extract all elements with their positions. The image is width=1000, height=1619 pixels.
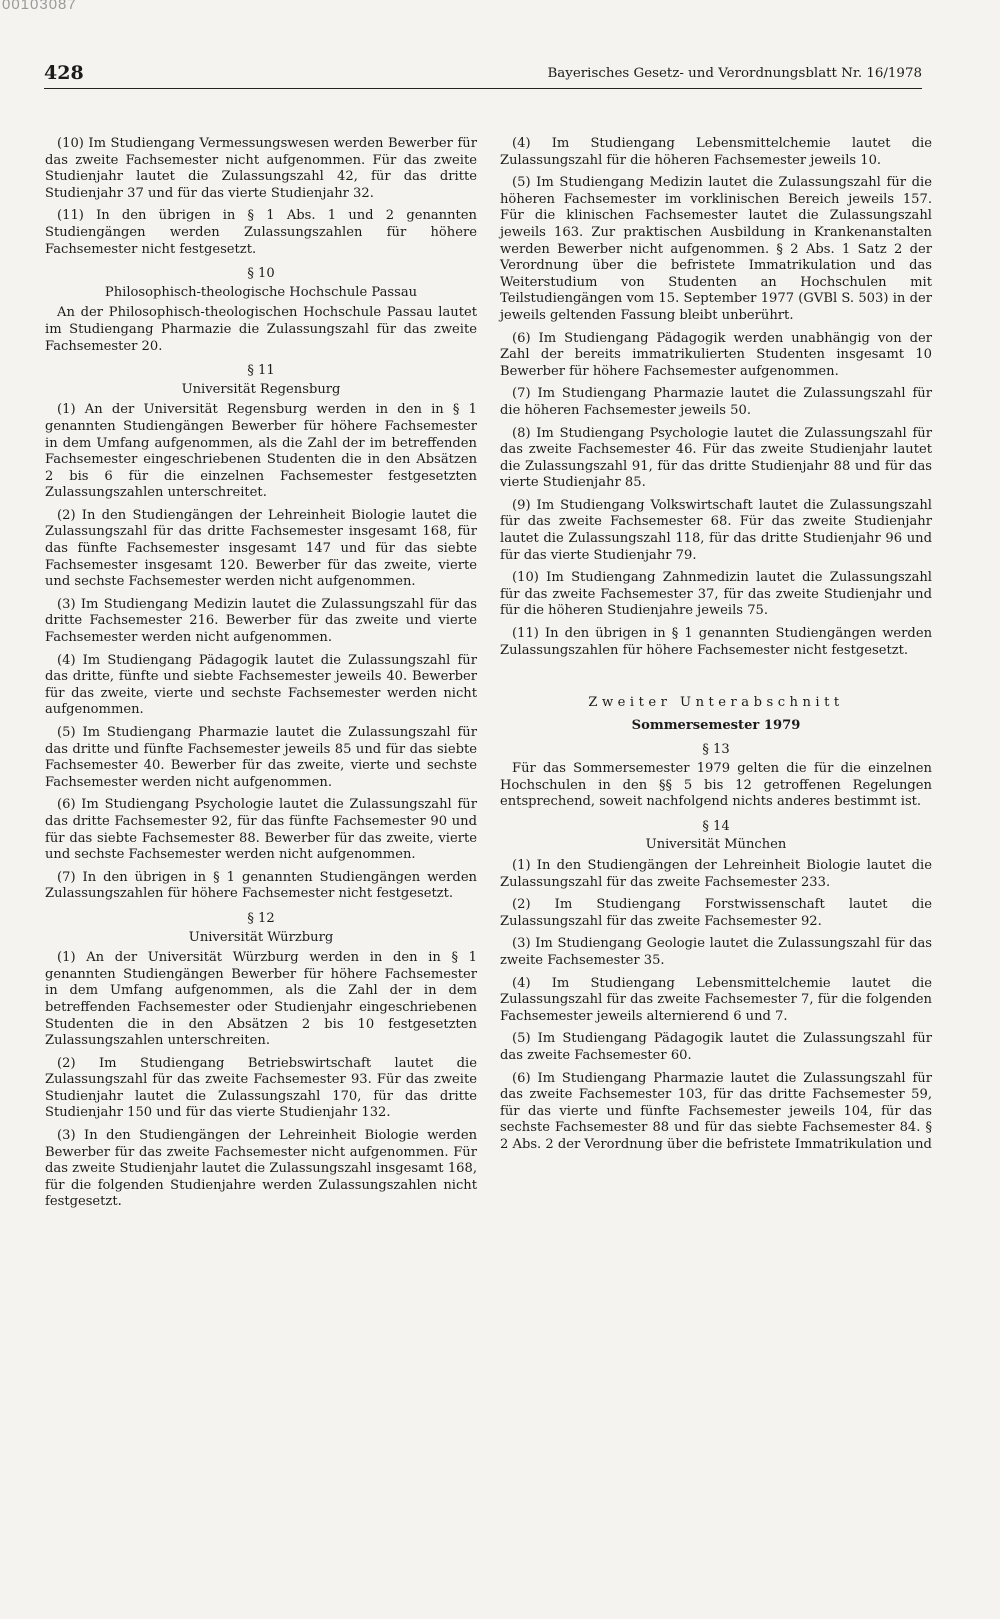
left-column (45, 136, 477, 1217)
paragraph: (5) Im Studiengang Pharmazie lautet die Zulassungszahl für das dritte und fünfte Fachsemester jeweils 85 und für das siebte Fachsemester 40. Bewerber für das zweite, vierte und sechste Fachsemester werden nicht aufgenommen. (45, 725, 477, 790)
paragraph: (5) Im Studiengang Pädagogik lautet die Zulassungszahl für das zweite Fachsemester 60. (500, 1031, 932, 1063)
paragraph: (4) Im Studiengang Pädagogik lautet die Zulassungszahl für das dritte, fünfte und siebte Fachsemester jeweils 40. Bewerber für das zweite, vierte und sechste Fachsemester werden nicht aufgenommen. (45, 652, 477, 718)
journal-title: Bayerisches Gesetz- und Verordnungsblatt Nr. 16/1978 (547, 66, 922, 81)
paragraph: (2) Im Studiengang Betriebswirtschaft lautet die Zulassungszahl für das zweite Fachsemester 93. Für das zweite Studienjahr lautet die Zulassungszahl 170, für das dritte Studienjahr 150 und für das vierte Studienjahr 132. (45, 1055, 477, 1121)
paragraph: An der Philosophisch-theologischen Hochschule Passau lautet im Studiengang Pharmazie die Zulassungszahl für das zweite Fachsemester 20. (45, 305, 477, 354)
paragraph: (1) An der Universität Würzburg werden in den in § 1 genannten Studiengängen Bewerber für höhere Fachsemester in dem Umfang aufgenommen, als die Zahl der in dem betreffenden Fachsemester oder Studienjahr eingeschriebenen Studenten die in den Absätzen 2 bis 10 festgesetzten Zulassungszahlen unterschreiten. (45, 950, 477, 1049)
right-column (500, 136, 932, 1159)
section-heading: § 14 (702, 818, 730, 834)
subsection-heading: Zweiter Unterabschnitt (588, 695, 844, 711)
paragraph: (11) In den übrigen in § 1 genannten Studiengängen werden Zulassungszahlen für höhere Fachsemester nicht festgesetzt. (500, 626, 932, 658)
paragraph: (6) Im Studiengang Pharmazie lautet die Zulassungszahl für das zweite Fachsemester 103, für das dritte Fachsemester 59, für das vierte und fünfte Fachsemester jeweils 104, für das sechste Fachsemester 88 und für das siebte Fachsemester 84. § 2 Abs. 2 der Verordnung über die befristete Immatrikulation und (500, 1070, 932, 1152)
paragraph: (8) Im Studiengang Psychologie lautet die Zulassungszahl für das zweite Fachsemester 46. Für das zweite Studienjahr lautet die Zulassungszahl 91, für das dritte Studienjahr 88 und für das vierte Studienjahr 85. (500, 425, 932, 491)
section-heading: § 11 (247, 363, 275, 379)
paragraph: (6) Im Studiengang Pädagogik werden unabhängig von der Zahl der bereits immatrikulierten Studenten insgesamt 10 Bewerber für höhere Fachsemester aufgenommen. (500, 330, 932, 379)
institution-heading: Philosophisch-theologische Hochschule Passau (104, 284, 418, 300)
paragraph: (3) Im Studiengang Medizin lautet die Zulassungszahl für das dritte Fachsemester 216. Bewerber für das zweite und vierte Fachsemester werden nicht aufgenommen. (45, 596, 477, 646)
paragraph: (3) In den Studiengängen der Lehreinheit Biologie werden Bewerber für das zweite Fachsemester nicht aufgenommen. Für das zweite Studienjahr lautet die Zulassungszahl insgesamt 168, für die folgenden Studienjahre werden Zulassungszahlen nicht festgesetzt. (45, 1128, 477, 1210)
paragraph: (9) Im Studiengang Volkswirtschaft lautet die Zulassungszahl für das zweite Fachsemester 68. Für das zweite Studienjahr lautet die Zulassungszahl 118, für das dritte Studienjahr 96 und für das vierte Studienjahr 79. (500, 497, 932, 563)
section-heading: § 13 (702, 742, 730, 758)
paragraph: (3) Im Studiengang Geologie lautet die Zulassungszahl für das zweite Fachsemester 35. (500, 936, 932, 968)
institution-heading: Universität München (645, 837, 787, 853)
paragraph: (10) Im Studiengang Vermessungswesen werden Bewerber für das zweite Fachsemester nicht aufgenommen. Für das zweite Studienjahr lautet die Zulassungszahl 42, für das dritte Studienjahr 37 und für das vierte Studienjahr 32. (45, 136, 477, 201)
subsection-title: Sommersemester 1979 (631, 717, 801, 733)
paragraph: (7) Im Studiengang Pharmazie lautet die Zulassungszahl für die höheren Fachsemester jeweils 50. (500, 386, 932, 418)
paragraph: (11) In den übrigen in § 1 Abs. 1 und 2 genannten Studiengängen werden Zulassungszahlen für höhere Fachsemester nicht festgesetzt. (45, 208, 477, 257)
paragraph: (1) An der Universität Regensburg werden in den in § 1 genannten Studiengängen Bewerber für höhere Fachsemester in dem Umfang aufgenommen, als die Zahl der im betreffenden Fachsemester eingeschriebenen Studenten die in den Absätzen 2 bis 6 für die einzelnen Fachsemester festgesetzten Zulassungszahlen unterschreitet. (45, 402, 477, 501)
page-number: 428 (44, 62, 84, 84)
archive-stamp: 00103087 (2, 0, 77, 13)
section-heading: § 10 (247, 266, 275, 282)
paragraph: (2) In den Studiengängen der Lehreinheit Biologie lautet die Zulassungszahl für das dritte Fachsemester insgesamt 168, für das fünfte Fachsemester insgesamt 147 und für das siebte Fachsemester insgesamt 120. Bewerber für das zweite, vierte und sechste Fachsemester werden nicht aufgenommen. (45, 507, 477, 590)
institution-heading: Universität Regensburg (181, 381, 341, 397)
section-heading: § 12 (247, 910, 275, 926)
paragraph: Für das Sommersemester 1979 gelten die für die einzelnen Hochschulen in den §§ 5 bis 12 getroffenen Regelungen entsprechend, soweit nachfolgend nichts anderes bestimmt ist. (500, 761, 932, 810)
paragraph: (6) Im Studiengang Psychologie lautet die Zulassungszahl für das dritte Fachsemester 92, für das fünfte Fachsemester 90 und für das siebte Fachsemester 88. Bewerber für das zweite, vierte und sechste Fachsemester werden nicht aufgenommen. (45, 797, 477, 863)
paragraph: (10) Im Studiengang Zahnmedizin lautet die Zulassungszahl für das zweite Fachsemester 37, für das zweite Studienjahr und für die höheren Studienjahre jeweils 75. (500, 570, 932, 619)
paragraph: (2) Im Studiengang Forstwissenschaft lautet die Zulassungszahl für das zweite Fachsemester 92. (500, 897, 932, 929)
paragraph: (1) In den Studiengängen der Lehreinheit Biologie lautet die Zulassungszahl für das zweite Fachsemester 233. (500, 857, 932, 890)
institution-heading: Universität Würzburg (188, 929, 334, 945)
page-header (44, 64, 922, 89)
paragraph: (4) Im Studiengang Lebensmittelchemie lautet die Zulassungszahl für das zweite Fachsemester 7, für die folgenden Fachsemester jeweils alternierend 6 und 7. (500, 975, 932, 1024)
paragraph: (5) Im Studiengang Medizin lautet die Zulassungszahl für die höheren Fachsemester im vorklinischen Bereich jeweils 157. Für die klinischen Fachsemester lautet die Zulassungszahl jeweils 163. Zur praktischen Ausbildung in Krankenanstalten werden Bewerber nicht aufgenommen. § 2 Abs. 1 Satz 2 der Verordnung über die befristete Immatrikulation und das Weiterstudium von Studenten an Hochschulen mit Teilstudiengängen vom 15. September 1977 (GVBl S. 503) in der jeweils geltenden Fassung bleibt unberührt. (500, 175, 932, 323)
paragraph: (4) Im Studiengang Lebensmittelchemie lautet die Zulassungszahl für die höheren Fachsemester jeweils 10. (500, 136, 932, 168)
paragraph: (7) In den übrigen in § 1 genannten Studiengängen werden Zulassungszahlen für höhere Fachsemester nicht festgesetzt. (45, 869, 477, 902)
